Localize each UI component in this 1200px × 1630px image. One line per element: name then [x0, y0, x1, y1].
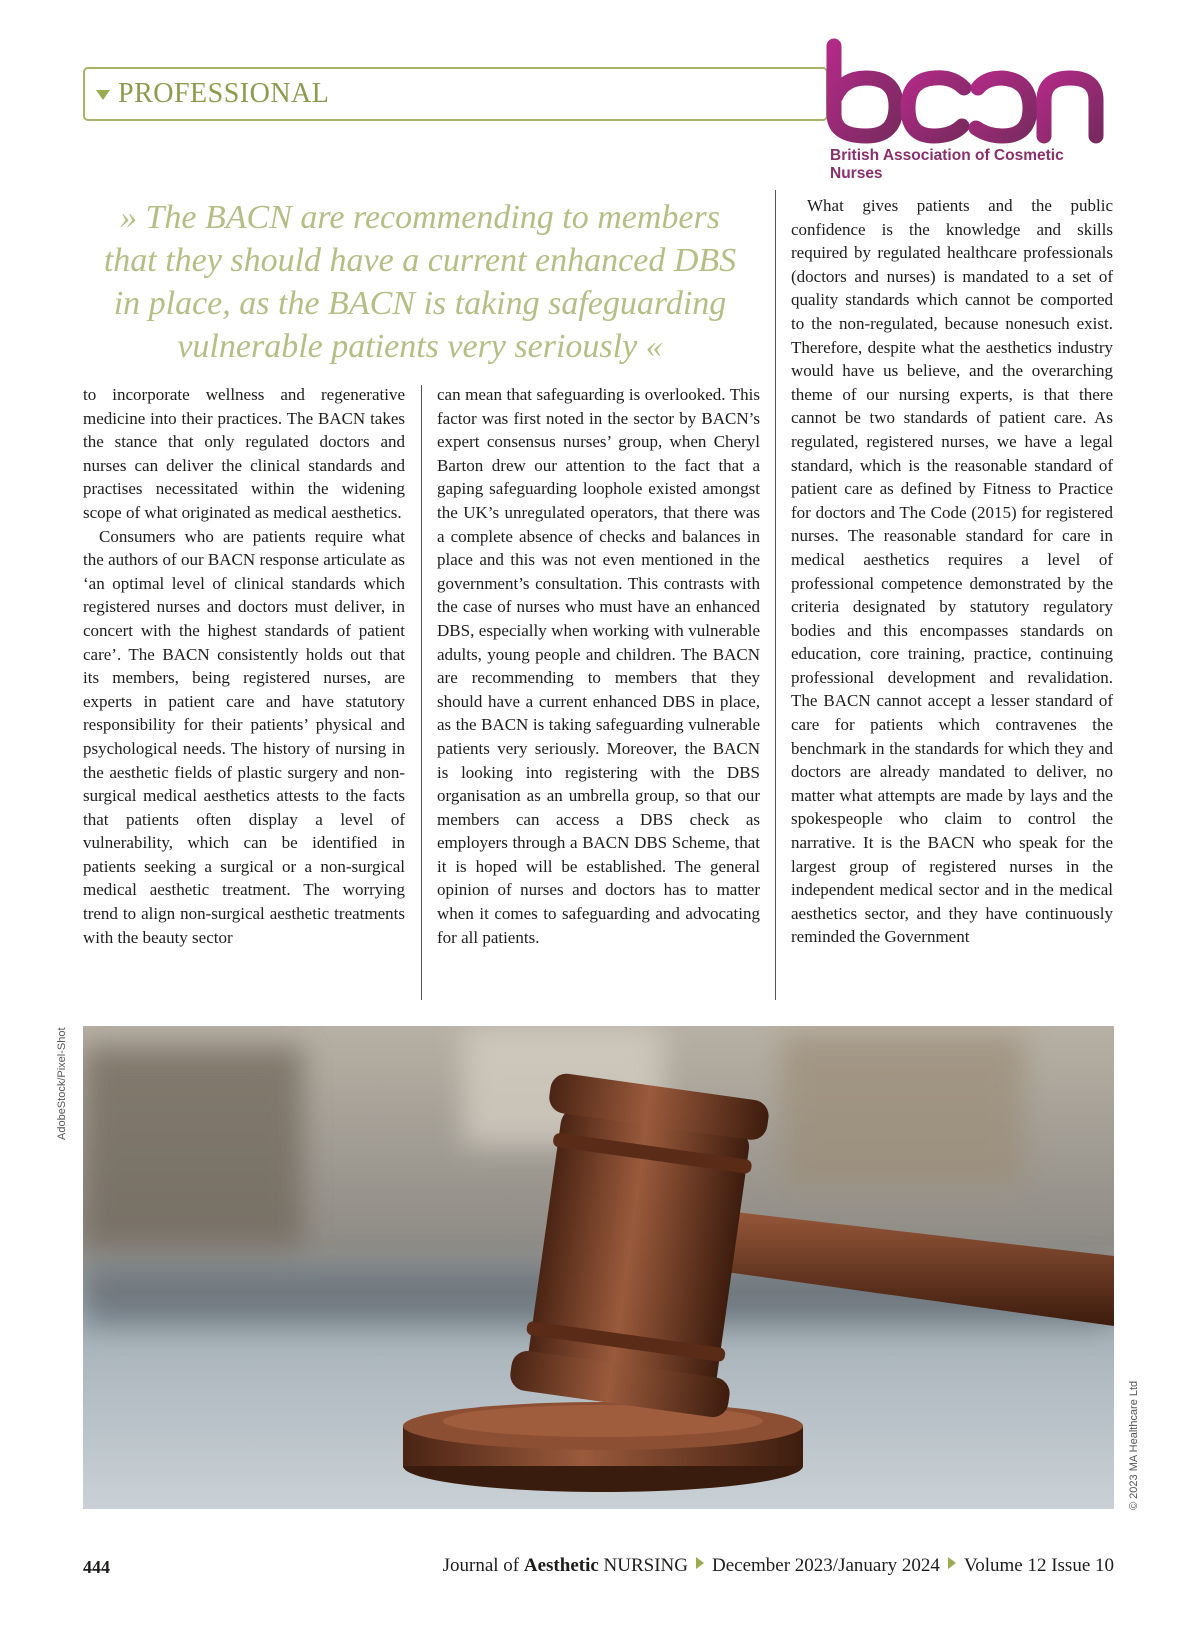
pull-quote: » The BACN are recommending to members that they should have a current enhanced DBS in place, as the BACN is taking safeguarding vulnerable patients very seriously « — [103, 199, 737, 365]
column-divider — [421, 385, 422, 1000]
column-divider — [775, 190, 776, 1000]
copyright-notice: © 2023 MA Healthcare Ltd — [1128, 1380, 1140, 1510]
page-number: 444 — [83, 1557, 110, 1577]
paragraph: to incorporate wellness and regenerative medicine into their practices. The BACN takes the stance that only regulated doctors and nurses can deliver the clinical standards and practises necessitated within the widening scope of what originated as medical aesthetics. — [83, 385, 405, 522]
journal-prefix: Journal of — [442, 1555, 520, 1576]
journal-footer — [443, 1555, 1114, 1577]
paragraph: What gives patients and the public confidence is the knowledge and skills required by regulated healthcare professionals (doctors and nurses) is mandated to a set of quality standards which cannot be comported to the non-regulated, because nonesuch exist. Therefore, despite what the aesthetics industry would have us believe, and the overarching theme of our nursing experts, is that there cannot be two standards of patient care. As regulated, registered nurses, we have a legal standard, which is the reasonable standard of patient care as defined by Fitness to Practice for doctors and The Code (2015) for registered nurses. The reasonable standard for care in medical aesthetics requires a level of professional competence demonstrated by the criteria designated by statutory regulatory bodies and this encompasses standards on education, core training, practice, continuing professional development and revalidation. The BACN cannot accept a lesser standard of care for patients which contravenes the benchmark in the standards for which they and doctors are already mandated to deliver, no matter what attempts are made by lays and the spokespeople who claim to control the narrative. It is the BACN who speak for the largest group of registered nurses in the independent medical sector and in the medical aesthetics sector, and they have continuously reminded the Government — [791, 196, 1113, 947]
volume-issue: Volume 12 Issue 10 — [963, 1555, 1114, 1576]
paragraph: Consumers who are patients require what the authors of our BACN response articulate as ‘an optimal level of clinical standards which registered nurses and doctors must deliver, in concert with the highest standards of patient care’. The BACN consistently holds out that its members, being registered nurses, are experts in patient care and have statutory responsibility for their patients’ physical and psychological needs. The history of nursing in the aesthetic fields of plastic surgery and non-surgical medical aesthetics attests to the facts that patients often display a level of vulnerability, which can be identified in patients seeking a surgical or a non-surgical medical aesthetic treatment. The worrying trend to align non-surgical aesthetic treatments with the beauty sector — [83, 526, 405, 947]
article-column-2 — [437, 383, 760, 949]
triangle-down-icon — [96, 90, 110, 100]
logo-subtitle: British Association of Cosmetic Nurses — [830, 147, 1064, 182]
journal-bold: Aesthetic — [523, 1555, 599, 1576]
article-column-3 — [791, 194, 1113, 949]
section-label: PROFESSIONAL — [118, 78, 330, 109]
arrow-right-icon — [696, 1557, 704, 1569]
gavel-photo — [83, 1026, 1114, 1509]
arrow-right-icon — [948, 1557, 956, 1569]
photo-credit: AdobeStock/Pixel-Shot — [56, 1027, 68, 1140]
paragraph: can mean that safeguarding is overlooked. This factor was first noted in the sector by BACN’s expert consensus nurses’ group, when Cheryl Barton drew our attention to the fact that a gaping safeguarding loophole existed amongst the UK’s unregulated operators, that there was a complete absence of checks and balances in place and this was not even mentioned in the government’s consultation. This contrasts with the case of nurses who must have an enhanced DBS, especially when working with vulnerable adults, young people and children. The BACN are recommending to members that they should have a current enhanced DBS in place, as the BACN is taking safeguarding vulnerable patients very seriously. Moreover, the BACN is looking into registering with the DBS organisation as an umbrella group, so that our members can access a DBS check as employers through a BACN DBS Scheme, that it is hoped will be established. The general opinion of nurses and doctors has to matter when it comes to safeguarding and advocating for all patients. — [437, 385, 760, 947]
issue-date: December 2023/January 2024 — [712, 1555, 940, 1576]
journal-suffix: NURSING — [603, 1555, 688, 1576]
article-column-1 — [83, 383, 405, 949]
